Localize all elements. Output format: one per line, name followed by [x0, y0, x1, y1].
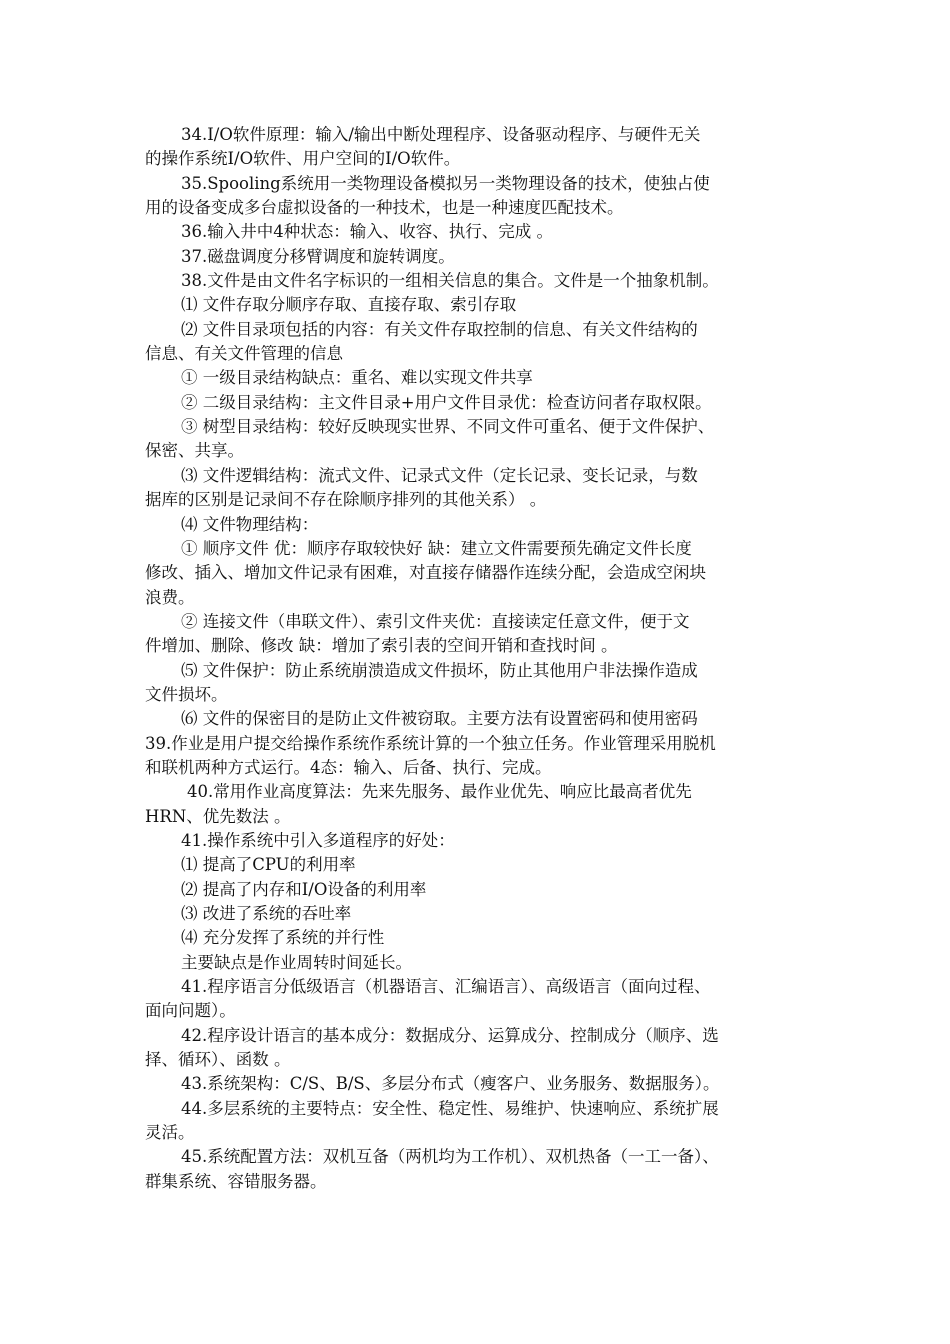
- text-line: 浪费。: [145, 587, 195, 607]
- text-line: ⑹ 文件的保密目的是防止文件被窃取。主要方法有设置密码和使用密码: [181, 709, 698, 729]
- text-line: 38.文件是由文件名字标识的一组相关信息的集合。文件是一个抽象机制。: [181, 271, 719, 291]
- text-line: 主要缺点是作业周转时间延长。: [181, 952, 412, 972]
- text-line: 信息、有关文件管理的信息: [145, 344, 343, 364]
- text-line: 43.系统架构：C/S、B/S、多层分布式（瘦客户、业务服务、数据服务）。: [181, 1074, 720, 1094]
- document-body: [145, 123, 815, 1194]
- text-line: 用的设备变成多台虚拟设备的一种技术，也是一种速度匹配技术。: [145, 198, 624, 218]
- text-line: ③ 树型目录结构：较好反映现实世界、不同文件可重名、便于文件保护、: [181, 417, 715, 437]
- text-line: 44.多层系统的主要特点：安全性、稳定性、易维护、快速响应、系统扩展: [181, 1098, 719, 1118]
- text-line: 42.程序设计语言的基本成分：数据成分、运算成分、控制成分（顺序、选: [181, 1025, 719, 1045]
- text-line: HRN、优先数法 。: [145, 806, 291, 826]
- text-line: 文件损坏。: [145, 684, 228, 704]
- text-line: 择、循环）、函数 。: [145, 1050, 291, 1070]
- text-line: 35.Spooling系统用一类物理设备模拟另一类物理设备的技术，使独占使: [181, 173, 710, 193]
- text-line: 41.操作系统中引入多道程序的好处：: [181, 830, 455, 850]
- text-line: 41.程序语言分低级语言（机器语言、汇编语言）、高级语言（面向过程、: [181, 977, 711, 997]
- text-line: 37.磁盘调度分移臂调度和旋转调度。: [181, 246, 455, 266]
- text-line: ⑷ 充分发挥了系统的并行性: [181, 928, 385, 948]
- text-line: ① 顺序文件 优：顺序存取较快好 缺：建立文件需要预先确定文件长度: [181, 538, 692, 558]
- text-line: ⑷ 文件物理结构：: [181, 514, 319, 534]
- text-line: 的操作系统I/O软件、用户空间的I/O软件。: [145, 149, 461, 169]
- text-line: 36.输入井中4种状态：输入、收容、执行、完成 。: [181, 222, 553, 242]
- text-line: 修改、插入、增加文件记录有困难，对直接存储器作连续分配，会造成空闲块: [145, 563, 706, 583]
- text-line: ⑸ 文件保护：防止系统崩溃造成文件损坏，防止其他用户非法操作造成: [181, 660, 698, 680]
- text-line: 34.I/O软件原理：输入/输出中断处理程序、设备驱动程序、与硬件无关: [181, 125, 701, 144]
- text-line: 40.常用作业高度算法：先来先服务、最作业优先、响应比最高者优先: [187, 782, 692, 802]
- text-line: 45.系统配置方法：双机互备（两机均为工作机）、双机热备（一工一备）、: [181, 1147, 719, 1167]
- text-line: ⑶ 改进了系统的吞吐率: [181, 904, 352, 923]
- text-line: 灵活。: [145, 1123, 195, 1143]
- text-line: ② 二级目录结构：主文件目录+用户文件目录优：检查访问者存取权限。: [181, 392, 712, 412]
- text-line: ① 一级目录结构缺点：重名、难以实现文件共享: [181, 368, 533, 388]
- text-line: ⑵ 文件目录项包括的内容：有关文件存取控制的信息、有关文件结构的: [181, 319, 698, 339]
- text-line: 保密、共享。: [145, 441, 244, 461]
- text-line: 据库的区别是记录间不存在除顺序排列的其他关系） 。: [145, 490, 547, 510]
- text-line: ⑶ 文件逻辑结构：流式文件、记录式文件（定长记录、变长记录，与数: [181, 465, 698, 485]
- text-line: 39.作业是用户提交给操作系统作系统计算的一个独立任务。作业管理采用脱机: [145, 733, 716, 753]
- text-line: 面向问题）。: [145, 1001, 236, 1021]
- text-line: 件增加、删除、修改 缺：增加了索引表的空间开销和查找时间 。: [145, 636, 618, 656]
- text-line: ⑵ 提高了内存和I/O设备的利用率: [181, 879, 427, 899]
- text-line: 和联机两种方式运行。4态：输入、后备、执行、完成。: [145, 757, 552, 777]
- text-line: ② 连接文件（串联文件）、索引文件夹优：直接读定任意文件，便于文: [181, 611, 690, 631]
- text-line: ⑴ 提高了CPU的利用率: [181, 855, 356, 875]
- text-line: 群集系统、容错服务器。: [145, 1171, 327, 1191]
- text-line: ⑴ 文件存取分顺序存取、直接存取、索引存取: [181, 295, 517, 315]
